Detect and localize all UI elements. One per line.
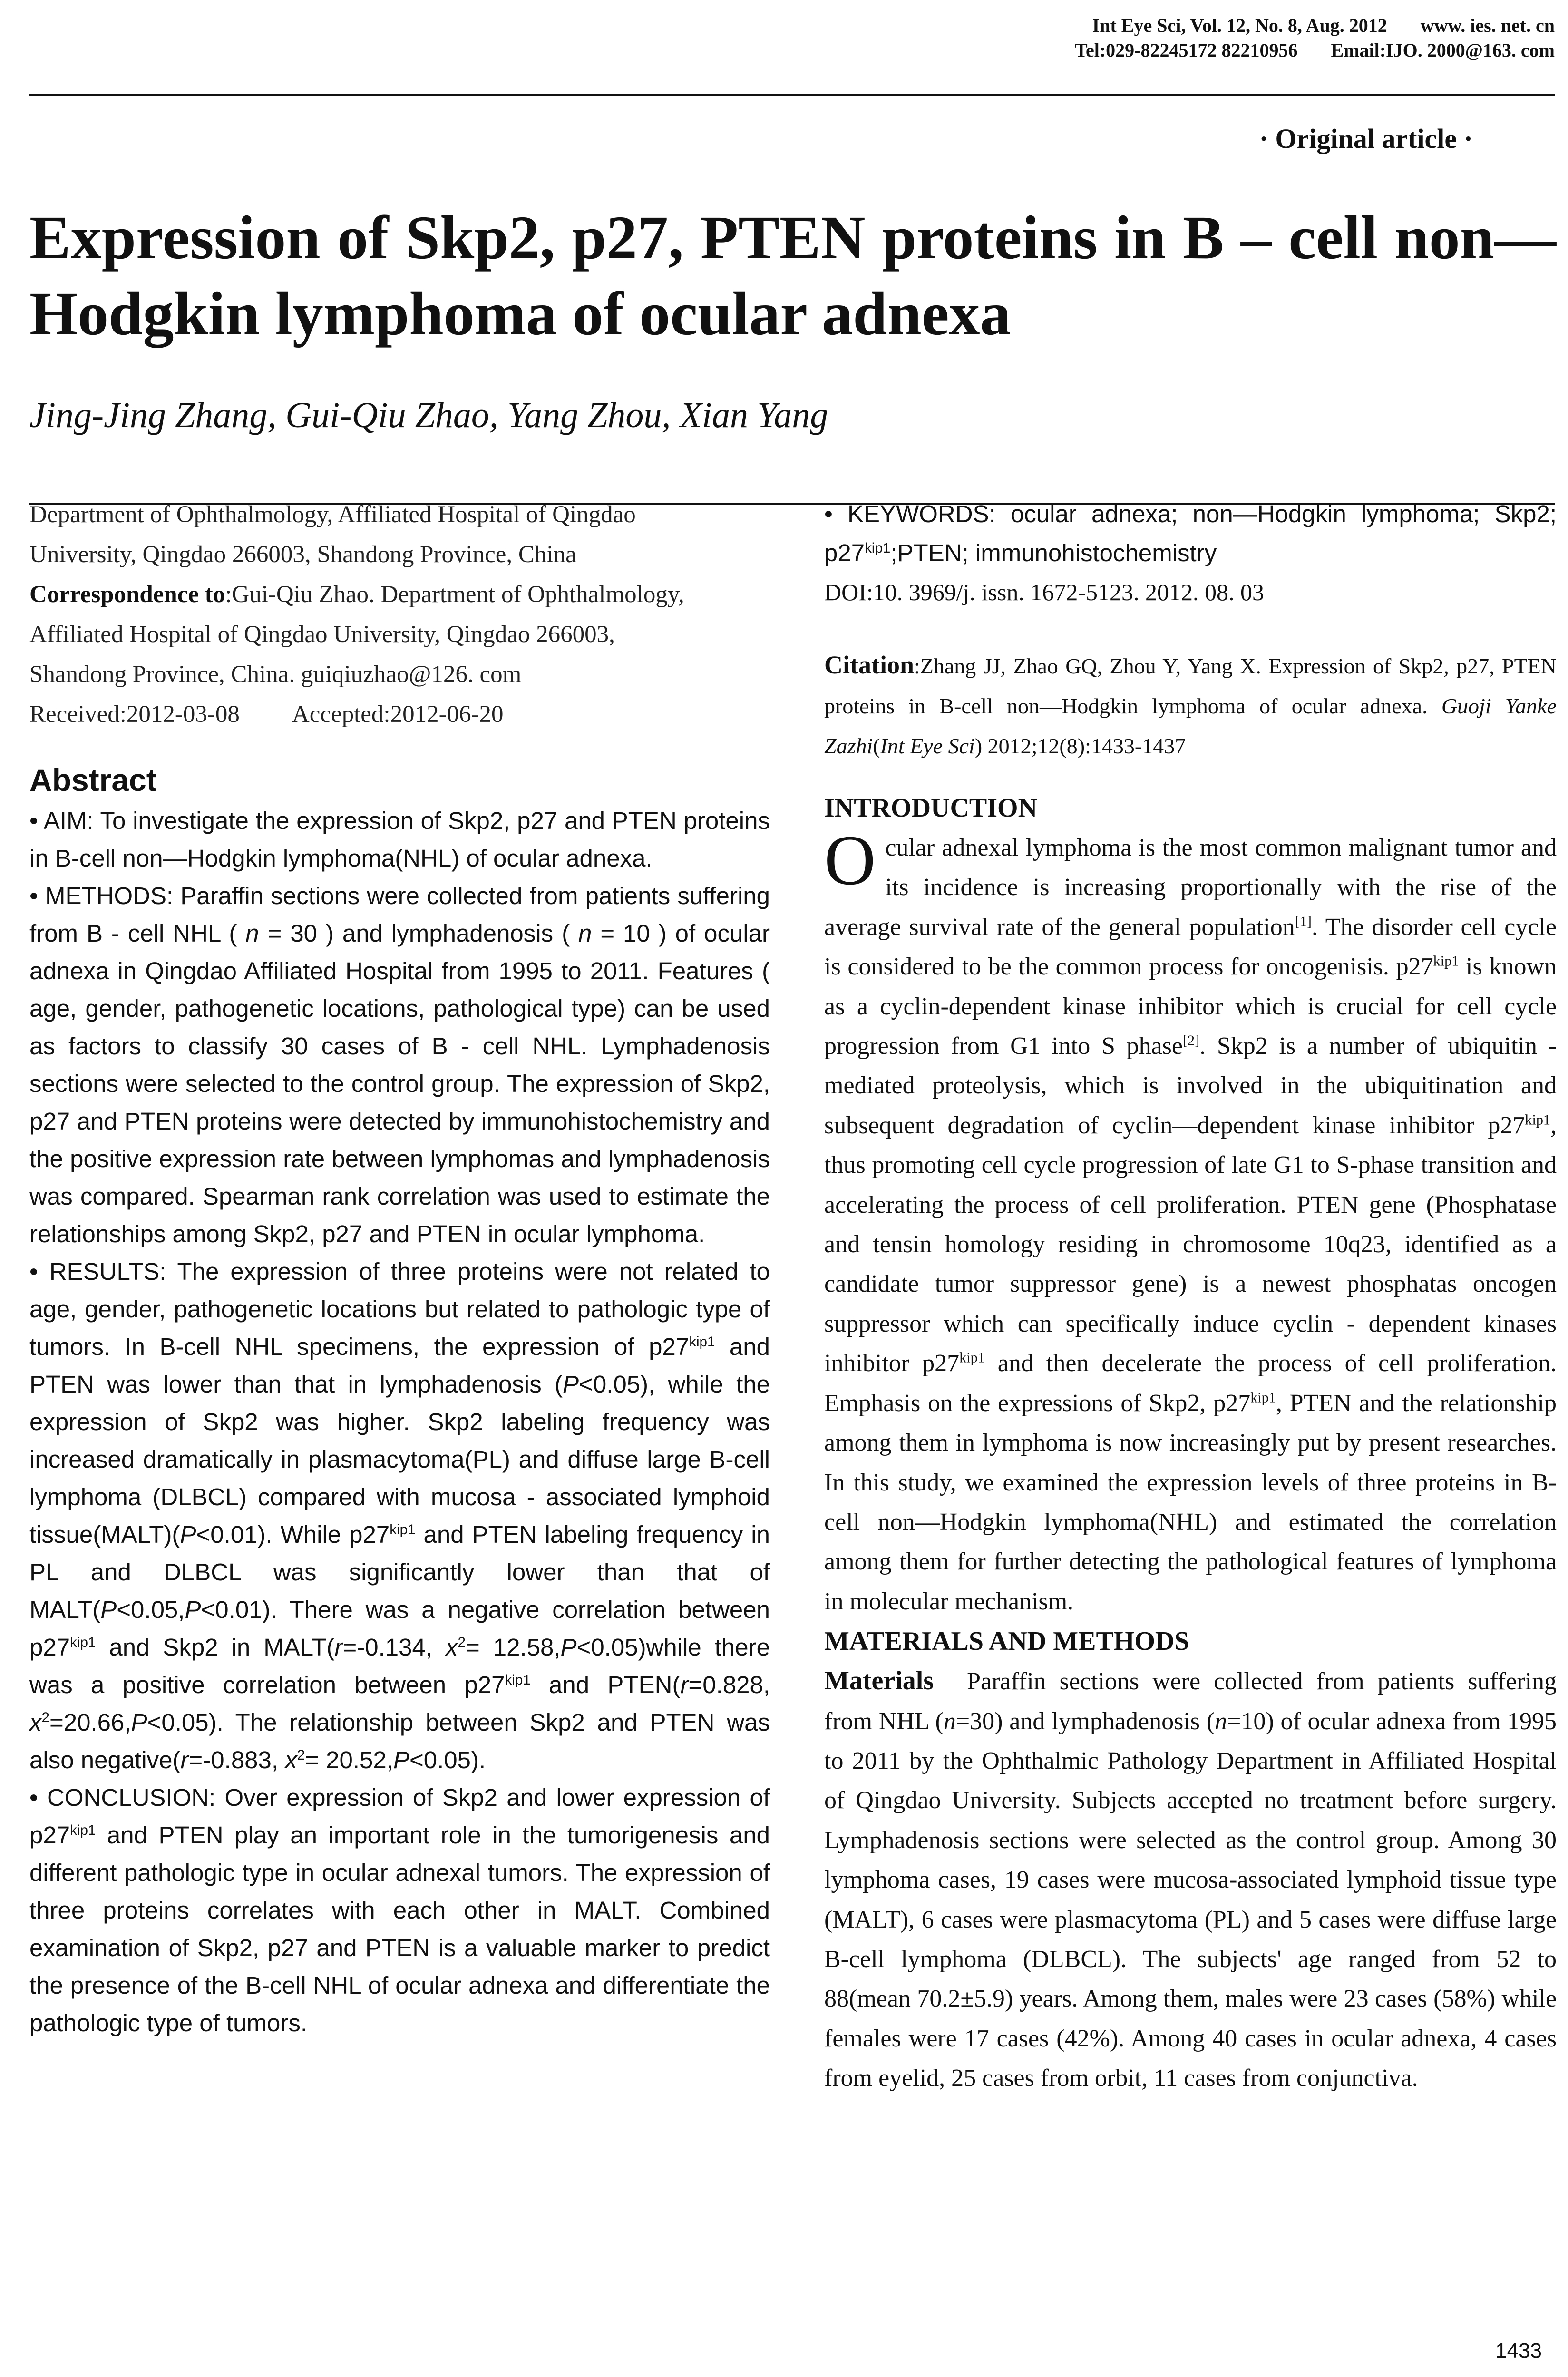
journal-citation: Int Eye Sci, Vol. 12, No. 8, Aug. 2012: [1092, 15, 1387, 36]
keywords-label: • KEYWORDS:: [824, 500, 996, 527]
correspondence-line: Shandong Province, China. guiqiuzhao@126. com: [29, 661, 522, 688]
header-contact-line: [1075, 39, 1555, 61]
methods-heading: MATERIALS AND METHODS: [824, 1627, 1189, 1656]
materials-text: Materials Paraffin sections were collected from patients suffering from NHL (n=30) and lymphadenosis (n=10) of ocular adnexa from 1995 to 2011 by the Ophthalmic Pathology Department in Affiliated Hospital of Qingdao University. Subjects accepted no treatment before surgery. Lymphadenosis sections were selected as the control group. Among 30 lymphoma cases, 19 cases were mucosa-associated lymphoid tissue type (MALT), 6 cases were plasmacytoma (PL) and 5 cases were diffuse large B-cell lymphoma (DLBCL). The subjects' age ranged from 52 to 88(mean 70.2±5.9) years. Among them, males were 23 cases (58%) while females were 17 cases (42%). Among 40 cases in ocular adnexa, 4 cases from eyelid, 25 cases from orbit, 11 cases from conjunctiva.: [824, 1666, 1557, 2092]
affiliation-line: Department of Ophthalmology, Affiliated Hospital of Qingdao: [29, 501, 636, 528]
article-title: Expression of Skp2, p27, PTEN proteins in B – cell non—Hodgkin lymphoma of ocular adnexa: [29, 204, 1556, 348]
affiliation-line: University, Qingdao 266003, Shandong Province, China: [29, 541, 576, 568]
authors: Jing-Jing Zhang, Gui-Qiu Zhao, Yang Zhou, Xian Yang: [29, 395, 828, 435]
abstract-heading: Abstract: [29, 762, 157, 798]
abstract-aim: • AIM: To investigate the expression of Skp2, p27 and PTEN proteins in B-cell non—Hodgkin lymphoma(NHL) of ocular adnexa.: [29, 807, 770, 872]
materials-subheading: Materials: [824, 1666, 934, 1696]
abstract-conclusion: • CONCLUSION: Over expression of Skp2 and lower expression of $p27^{kip1}$ and PTEN play an important role in the tumorigenesis and different pathologic type in ocular adnexal tumors. The expression of three proteins correlates with each other in MALT. Combined examination of Skp2, p27 and PTEN is a valuable marker to predict the presence of the B-cell NHL of ocular adnexa and differentiate the pathologic type of tumors.: [29, 1784, 770, 2036]
journal-website: www. ies. net. cn: [1420, 15, 1555, 36]
citation-label: Citation: [824, 651, 914, 679]
keywords: • KEYWORDS: ocular adnexa; non—Hodgkin lymphoma; Skp2; $p27^{kip1};PTEN$; immunohistochemistry: [824, 500, 1557, 566]
results-label: • RESULTS:: [29, 1258, 166, 1285]
abstract-results: • RESULTS: The expression of three proteins were not related to age, gender, pathogenetic locations but related to pathologic type of tumors. In B-cell NHL specimens, the expression of $p27^{kip1}$ and PTEN was lower than that in lymphadenosis (P<0.05), while the expression of Skp2 was higher. Skp2 labeling frequency was increased dramatically in plasmacytoma(PL) and diffuse large B-cell lymphoma (DLBCL) compared with mucosa - associated lymphoid tissue(MALT)(P<0.01). While $p27^{kip1}$ and PTEN labeling frequency in PL and DLBCL was significantly lower than that of MALT(P<0.05,P<0.01). There was a negative correlation between $p27^{kip1}$ and Skp2 in MALT(r=-0.134, $x^2=$ 12.58,P<0.05)while there was a positive correlation between $p27^{kip1}$ and PTEN(r=0.828, $x^2=20.66,P<0.05$). The relationship between Skp2 and PTEN was also negative(r=-0.883, $x^2= 20.52,P<0.05$).: [29, 1258, 770, 1773]
correspondence-text: :Gui-Qiu Zhao. Department of Ophthalmology,: [225, 581, 684, 608]
citation: Citation:Zhang JJ, Zhao GQ, Zhou Y, Yang X. Expression of Skp2, p27, PTEN proteins in B-cell non—Hodgkin lymphoma of ocular adnexa. Guoji Yanke Zazhi(Int Eye Sci) 2012;12(8):1433-1437: [824, 651, 1557, 758]
journal-phone: Tel:029-82245172 82210956: [1074, 39, 1298, 61]
methods-label: • METHODS:: [29, 882, 174, 909]
dates-line: [29, 694, 770, 734]
introduction-text: Ocular adnexal lymphoma is the most common malignant tumor and its incidence is increasing proportionally with the rise of the average survival rate of the general population[1]. The disorder cell cycle is considered to be the common process for oncogenisis. $p27^{kip1}$ is known as a cyclin-dependent kinase inhibitor which is crucial for cell cycle progression from G1 into S phase[2]. Skp2 is a number of ubiquitin - mediated proteolysis, which is involved in the ubiquitination and subsequent degradation of cyclin—dependent kinase inhibitor $p27^{kip1}$, thus promoting cell cycle progression of late G1 to S-phase transition and accelerating the process of cell proliferation. PTEN gene (Phosphatase and tensin homology residing in chromosome 10q23, identified as a candidate tumor suppressor gene) is a newest phosphatas oncogen suppressor which can specifically induce cyclin - dependent kinases inhibitor $p27^{kip1}$ and then decelerate the process of cell proliferation. Emphasis on the expressions of Skp2, $p27^{kip1}$, PTEN and the relationship among them in lymphoma is now increasingly put by present researches. In this study, we examined the expression levels of three proteins in B-cell non—Hodgkin lymphoma(NHL) and estimated the correlation among them for further detecting the pathological features of lymphoma in molecular mechanism.: [824, 821, 1557, 1615]
header-journal-line: [1092, 14, 1555, 37]
journal-email: Email:IJO. 2000@163. com: [1331, 39, 1555, 61]
affiliation-block: [29, 495, 770, 734]
abstract-methods: • METHODS: Paraffin sections were collected from patients suffering from B - cell NHL ( n = 30 ) and lymphadenosis ( n = 10 ) of ocular adnexa in Qingdao Affiliated Hospital from 1995 to 2011. Features ( age, gender, pathogenetic locations, pathological type) can be used as factors to classify 30 cases of B - cell NHL. Lymphadenosis sections were selected to the control group. The expression of Skp2, p27 and PTEN proteins were detected by immunohistochemistry and the positive expression rate between lymphomas and lymphadenosis was compared. Spearman rank correlation was used to estimate the relationships among Skp2, p27 and PTEN in ocular lymphoma.: [29, 882, 770, 1247]
doi: DOI:10. 3969/j. issn. 1672-5123. 2012. 08. 03: [824, 579, 1264, 605]
accepted-date: Accepted:2012-06-20: [292, 701, 504, 728]
correspondence-line: Affiliated Hospital of Qingdao University, Qingdao 266003,: [29, 621, 615, 648]
page-number: 1433: [1495, 2339, 1542, 2362]
article-type: · Original article ·: [1259, 123, 1473, 154]
correspondence-label: Correspondence to: [29, 581, 225, 608]
conclusion-label: • CONCLUSION:: [29, 1784, 216, 1811]
header-rule: [29, 94, 1555, 96]
introduction-heading: INTRODUCTION: [824, 793, 1038, 823]
left-column: [29, 495, 770, 2042]
aim-label: • AIM:: [29, 807, 94, 834]
correspondence-line: [29, 575, 770, 614]
right-column: [824, 495, 1557, 2098]
drop-cap: O: [824, 821, 876, 900]
received-date: Received:2012-03-08: [29, 701, 240, 728]
